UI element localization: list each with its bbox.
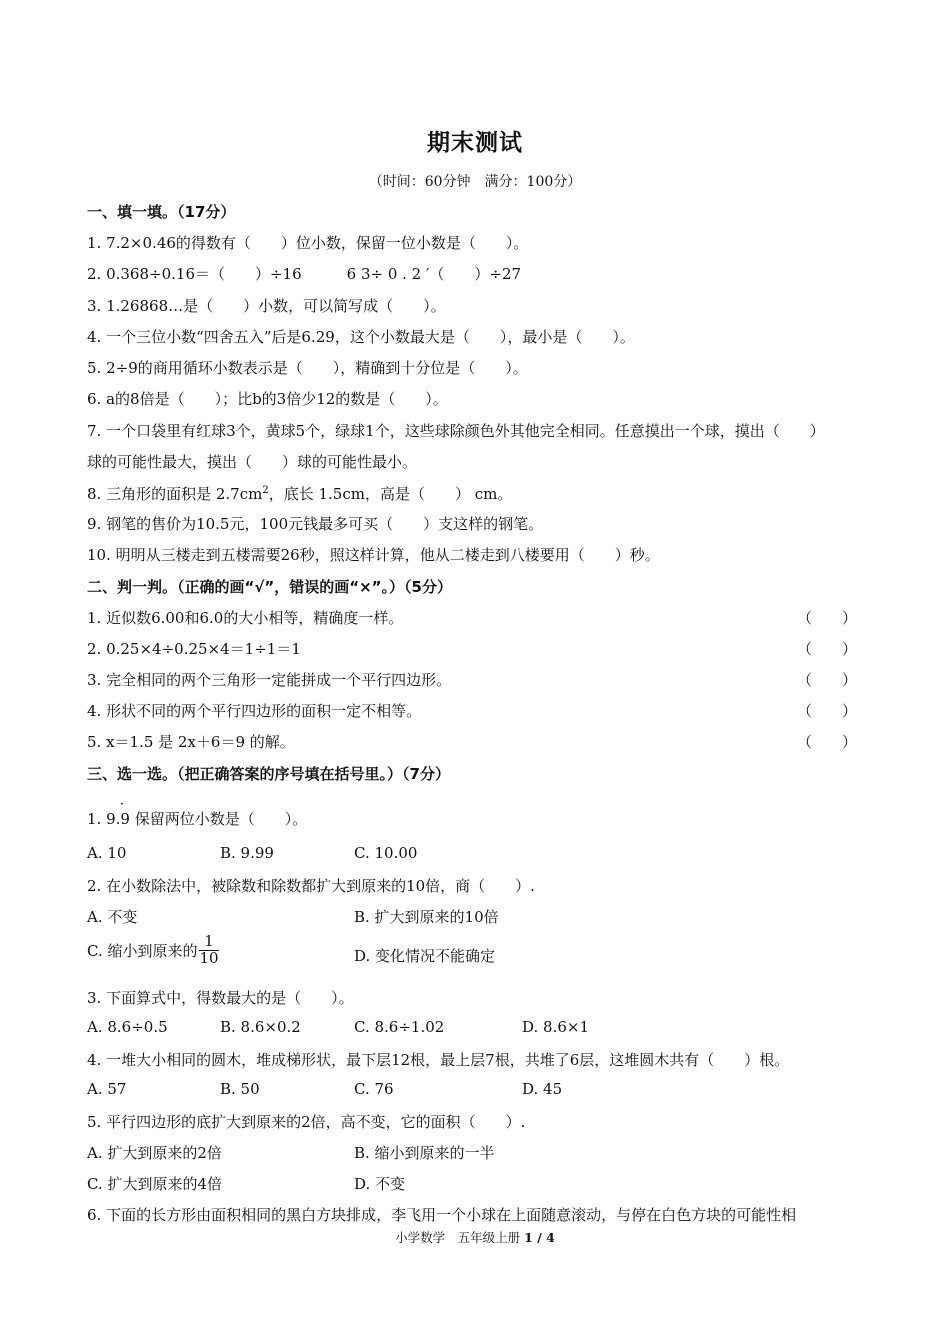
q8-exponent: 2 xyxy=(262,485,269,496)
s1-question-1: 1. 7.2×0.46的得数有（ ）位小数，保留一位小数是（ ）。 xyxy=(87,234,529,252)
s1-question-9: 9. 钢笔的售价为10.5元，100元钱最多可买（ ）支这样的钢笔。 xyxy=(87,515,544,533)
fraction-denominator: 10 xyxy=(199,948,219,967)
s1-question-2: 2. 0.368÷0.16＝（ ）÷16 6 3÷ 0 . 2 ′（ ）÷27 xyxy=(87,265,522,283)
page-title: 期末测试 xyxy=(427,130,523,156)
s3-q5-option-a[interactable]: A. 扩大到原来的2倍 xyxy=(87,1144,222,1162)
s3-q4-option-c[interactable]: C. 76 xyxy=(354,1080,394,1098)
s3-q5-option-b[interactable]: B. 缩小到原来的一半 xyxy=(354,1144,495,1162)
s1-question-4: 4. 一个三位小数“四舍五入”后是6.29，这个小数最大是（ ），最小是（ ）。 xyxy=(87,328,635,346)
s2-question-1: 1. 近似数6.00和6.0的大小相等，精确度一样。 xyxy=(87,609,404,627)
s3-q4-option-b[interactable]: B. 50 xyxy=(220,1080,260,1098)
s1-question-6: 6. a的8倍是（ ）；比b的3倍少12的数是（ ）。 xyxy=(87,390,448,408)
s2-question-4: 4. 形状不同的两个平行四边形的面积一定不相等。 xyxy=(87,702,422,720)
s1-question-7: 7. 一个口袋里有红球3个，黄球5个，绿球1个，这些球除颜色外其他完全相同。任意摸出一个球，摸出（ ） xyxy=(87,422,825,440)
s3-q1-option-a[interactable]: A. 10 xyxy=(87,844,127,862)
s3-q5-option-c[interactable]: C. 扩大到原来的4倍 xyxy=(87,1175,223,1193)
s3-q5-option-d[interactable]: D. 不变 xyxy=(354,1175,406,1193)
s2-question-5: 5. x＝1.5 是 2x＋6＝9 的解。 xyxy=(87,733,295,751)
section-2-heading: 二、判一判。（正确的画“√”，错误的画“×”。）（5分） xyxy=(87,578,452,596)
s3-q1-option-b[interactable]: B. 9.99 xyxy=(220,844,274,862)
s3-q3-option-b[interactable]: B. 8.6×0.2 xyxy=(220,1018,301,1036)
s3-q3-option-d[interactable]: D. 8.6×1 xyxy=(522,1018,589,1036)
section-1-heading: 一、填一填。（17分） xyxy=(87,203,236,221)
s1-question-10: 10. 明明从三楼走到五楼需要26秒，照这样计算，他从二楼走到八楼要用（ ）秒。 xyxy=(87,546,660,564)
s3-question-3: 3. 下面算式中，得数最大的是（ ）。 xyxy=(87,989,354,1007)
fraction-numerator: 1 xyxy=(199,934,218,951)
s2-answer-box-5[interactable]: （ ） xyxy=(797,733,858,751)
s3-q2-option-d[interactable]: D. 变化情况不能确定 xyxy=(354,947,496,965)
s3-question-1: 1. 9.9 保留两位小数是（ ）。 xyxy=(87,810,308,828)
section-3-heading: 三、选一选。（把正确答案的序号填在括号里。）（7分） xyxy=(87,765,450,783)
s3-q3-option-c[interactable]: C. 8.6÷1.02 xyxy=(354,1018,445,1036)
s3-q3-option-a[interactable]: A. 8.6÷0.5 xyxy=(87,1018,168,1036)
exam-info: （时间：60分钟 满分：100分） xyxy=(368,174,582,190)
page-footer xyxy=(0,1228,950,1246)
s2-answer-box-1[interactable]: （ ） xyxy=(797,609,858,627)
s3-q4-option-a[interactable]: A. 57 xyxy=(87,1080,127,1098)
s3-q1-option-c[interactable]: C. 10.00 xyxy=(354,844,418,862)
s1-question-5: 5. 2÷9的商用循环小数表示是（ ），精确到十分位是（ ）。 xyxy=(87,359,528,377)
s2-question-3: 3. 完全相同的两个三角形一定能拼成一个平行四边形。 xyxy=(87,671,452,689)
s3-q2-option-b[interactable]: B. 扩大到原来的10倍 xyxy=(354,908,499,926)
s1-question-3: 3. 1.26868…是（ ）小数，可以简写成（ ）。 xyxy=(87,297,446,315)
s3-q2-option-c[interactable] xyxy=(87,934,219,967)
footer-label: 小学数学 五年级上册 xyxy=(395,1230,521,1245)
s3-question-4: 4. 一堆大小相同的圆木，堆成梯形状，最下层12根，最上层7根，共堆了6层，这堆圆木共有（ ）根。 xyxy=(87,1051,790,1069)
s2-answer-box-2[interactable]: （ ） xyxy=(797,640,858,658)
s1-question-7-cont: 球的可能性最大，摸出（ ）球的可能性最小。 xyxy=(87,453,418,471)
s2-question-2: 2. 0.25×4÷0.25×4＝1÷1＝1 xyxy=(87,640,301,658)
s3-q2-option-c-text: C. 缩小到原来的 xyxy=(87,941,198,960)
s3-q4-option-d[interactable]: D. 45 xyxy=(522,1080,563,1098)
s3-question-2: 2. 在小数除法中，被除数和除数都扩大到原来的10倍，商（ ）. xyxy=(87,877,535,895)
s3-question-5: 5. 平行四边形的底扩大到原来的2倍，高不变，它的面积（ ）. xyxy=(87,1113,526,1131)
s2-answer-box-4[interactable]: （ ） xyxy=(797,702,858,720)
q8-text-a: 8. 三角形的面积是 2.7cm xyxy=(87,485,263,503)
s2-answer-box-3[interactable]: （ ） xyxy=(797,671,858,689)
q8-text-b: ，底长 1.5cm，高是（ ） cm。 xyxy=(268,485,513,503)
page-number: 1 / 4 xyxy=(524,1230,555,1245)
fraction-one-tenth xyxy=(199,934,218,967)
s3-q2-option-a[interactable]: A. 不变 xyxy=(87,908,138,926)
s3-question-6: 6. 下面的长方形由面积相同的黑白方块排成，李飞用一个小球在上面随意滚动，与停在白色方块的可能性相 xyxy=(87,1206,797,1224)
s1-question-8 xyxy=(87,483,512,504)
repeating-dot: · xyxy=(120,797,125,812)
